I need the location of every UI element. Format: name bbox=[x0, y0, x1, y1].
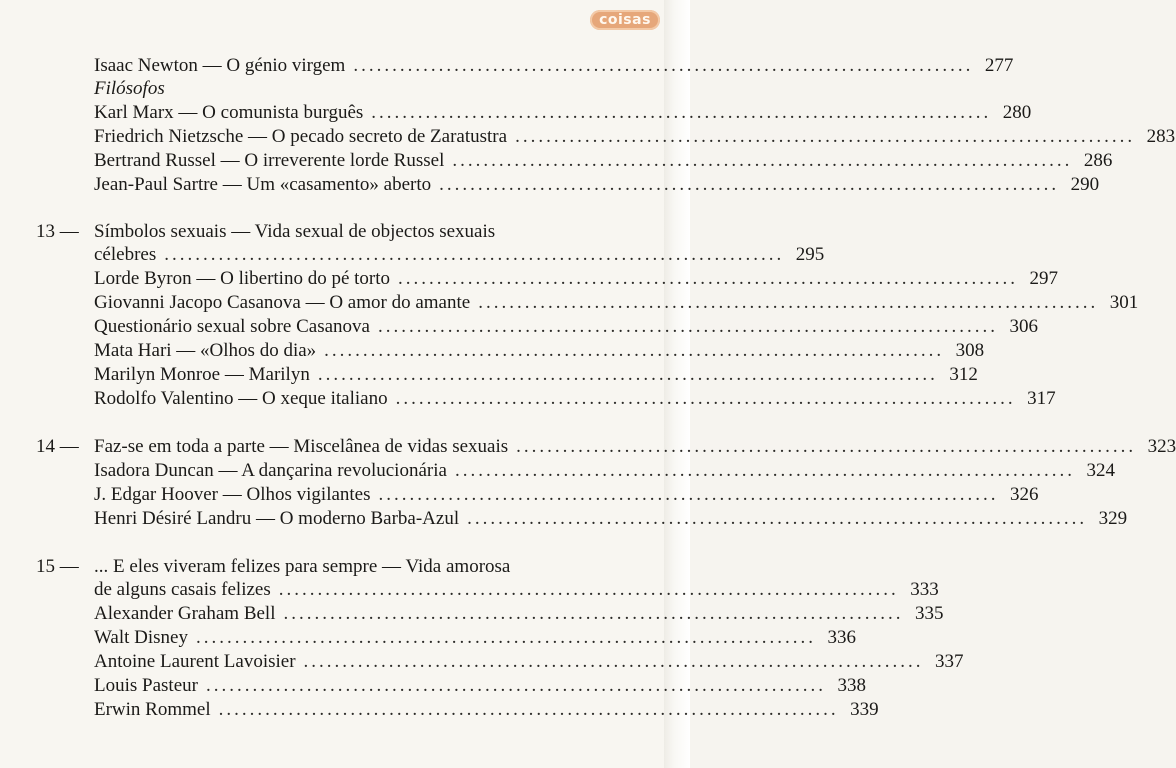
page-number: 333 bbox=[910, 579, 939, 600]
entry-title: Louis Pasteur bbox=[94, 675, 198, 696]
entry-title: Antoine Laurent Lavoisier bbox=[94, 651, 296, 672]
page-number: 338 bbox=[837, 675, 866, 696]
toc-entry bbox=[94, 101, 1032, 125]
chapter-number: 13 — bbox=[36, 221, 79, 242]
page-number: 306 bbox=[1009, 316, 1038, 337]
toc-entry bbox=[94, 291, 1139, 315]
page-number: 301 bbox=[1109, 292, 1139, 313]
page-number: 280 bbox=[1002, 102, 1032, 123]
leader-dots: ................................................................................ bbox=[324, 340, 945, 361]
leader-dots: ................................................................................ bbox=[303, 651, 924, 672]
leader-dots: ................................................................................ bbox=[439, 174, 1060, 195]
page-number: 329 bbox=[1098, 508, 1128, 529]
entry-title: Isaac Newton — O génio virgem bbox=[94, 55, 346, 76]
entry-title: J. Edgar Hoover — Olhos vigilantes bbox=[94, 484, 371, 505]
toc-entry bbox=[94, 650, 964, 674]
page-number: 337 bbox=[935, 651, 964, 672]
leader-dots: ................................................................................ bbox=[205, 675, 826, 696]
entry-title: Jean-Paul Sartre — Um «casamento» aberto bbox=[94, 174, 432, 195]
leader-dots: ................................................................................ bbox=[195, 627, 816, 648]
toc-entry bbox=[94, 363, 978, 387]
leader-dots: ................................................................................ bbox=[278, 579, 899, 600]
toc-entry bbox=[94, 507, 1128, 531]
entry-title: Isadora Duncan — A dançarina revolucionária bbox=[94, 460, 447, 481]
coisas-logo: coisas bbox=[590, 10, 660, 30]
chapter-title-continued bbox=[94, 243, 825, 267]
page-number: 308 bbox=[955, 340, 985, 361]
entry-title: Marilyn Monroe — Marilyn bbox=[94, 364, 310, 385]
leader-dots: ................................................................................ bbox=[516, 436, 1137, 457]
page-number: 283 bbox=[1146, 126, 1176, 147]
toc-entry bbox=[94, 54, 1014, 78]
page-number: 324 bbox=[1086, 460, 1115, 481]
toc-entry bbox=[94, 125, 1176, 149]
page-number: 336 bbox=[827, 627, 856, 648]
page-number: 295 bbox=[795, 244, 825, 265]
page-number: 312 bbox=[949, 364, 978, 385]
page-number: 323 bbox=[1147, 436, 1176, 457]
toc-entry bbox=[94, 315, 1038, 339]
entry-title: Mata Hari — «Olhos do dia» bbox=[94, 340, 317, 361]
toc-entry bbox=[94, 267, 1059, 291]
chapter-title-line2: de alguns casais felizes bbox=[94, 579, 271, 600]
toc-entry bbox=[94, 626, 856, 650]
leader-dots: ................................................................................ bbox=[377, 316, 998, 337]
toc-entry bbox=[94, 674, 866, 698]
toc-entry bbox=[94, 602, 944, 626]
leader-dots: ................................................................................ bbox=[454, 460, 1075, 481]
leader-dots: ................................................................................ bbox=[218, 699, 839, 720]
chapter-title: Faz-se em toda a parte — Miscelânea de vidas sexuais bbox=[94, 436, 509, 457]
leader-dots: ................................................................................ bbox=[478, 292, 1099, 313]
leader-dots: ................................................................................ bbox=[283, 603, 904, 624]
chapter-number: 15 — bbox=[36, 556, 79, 577]
leader-dots: ................................................................................ bbox=[515, 126, 1136, 147]
toc-entry bbox=[94, 173, 1100, 197]
page-number: 297 bbox=[1029, 268, 1059, 289]
entry-title: Lorde Byron — O libertino do pé torto bbox=[94, 268, 391, 289]
page-number: 317 bbox=[1027, 388, 1056, 409]
leader-dots: ................................................................................ bbox=[317, 364, 938, 385]
chapter-title: ... E eles viveram felizes para sempre — Vida amorosa bbox=[94, 556, 511, 577]
toc-subheading bbox=[94, 77, 656, 101]
page-number: 290 bbox=[1070, 174, 1100, 195]
entry-title: Karl Marx — O comunista burguês bbox=[94, 102, 364, 123]
leader-dots: ................................................................................ bbox=[467, 508, 1088, 529]
leader-dots: ................................................................................ bbox=[398, 268, 1019, 289]
toc-entry bbox=[94, 339, 985, 363]
leader-dots: ................................................................................ bbox=[395, 388, 1016, 409]
toc-entry bbox=[94, 698, 879, 722]
chapter-title-continued bbox=[94, 578, 939, 602]
entry-title: Friedrich Nietzsche — O pecado secreto de Zaratustra bbox=[94, 126, 508, 147]
chapter-heading bbox=[94, 435, 1176, 459]
leader-dots: ................................................................................ bbox=[164, 244, 785, 265]
toc-entry bbox=[94, 387, 1056, 411]
page-number: 339 bbox=[850, 699, 879, 720]
chapter-title-line2: célebres bbox=[94, 244, 157, 265]
entry-title: Giovanni Jacopo Casanova — O amor do amante bbox=[94, 292, 471, 313]
chapter-number: 14 — bbox=[36, 436, 79, 457]
entry-title: Walt Disney bbox=[94, 627, 188, 648]
toc-entry bbox=[94, 149, 1113, 173]
leader-dots: ................................................................................ bbox=[378, 484, 999, 505]
page-number: 326 bbox=[1010, 484, 1039, 505]
subheading-title: Filósofos bbox=[94, 78, 165, 99]
page-number: 286 bbox=[1083, 150, 1113, 171]
entry-title: Alexander Graham Bell bbox=[94, 603, 276, 624]
entry-title: Erwin Rommel bbox=[94, 699, 211, 720]
entry-title: Bertrand Russel — O irreverente lorde Russel bbox=[94, 150, 445, 171]
entry-title: Rodolfo Valentino — O xeque italiano bbox=[94, 388, 388, 409]
leader-dots: ................................................................................ bbox=[353, 55, 974, 76]
entry-title: Henri Désiré Landru — O moderno Barba-Azul bbox=[94, 508, 460, 529]
entry-title: Questionário sexual sobre Casanova bbox=[94, 316, 370, 337]
toc-entry bbox=[94, 483, 1039, 507]
page-number: 335 bbox=[914, 603, 944, 624]
leader-dots: ................................................................................ bbox=[371, 102, 992, 123]
page-number: 277 bbox=[984, 55, 1014, 76]
chapter-title: Símbolos sexuais — Vida sexual de objectos sexuais bbox=[94, 221, 496, 242]
toc-entry bbox=[94, 459, 1115, 483]
leader-dots: ................................................................................ bbox=[452, 150, 1073, 171]
